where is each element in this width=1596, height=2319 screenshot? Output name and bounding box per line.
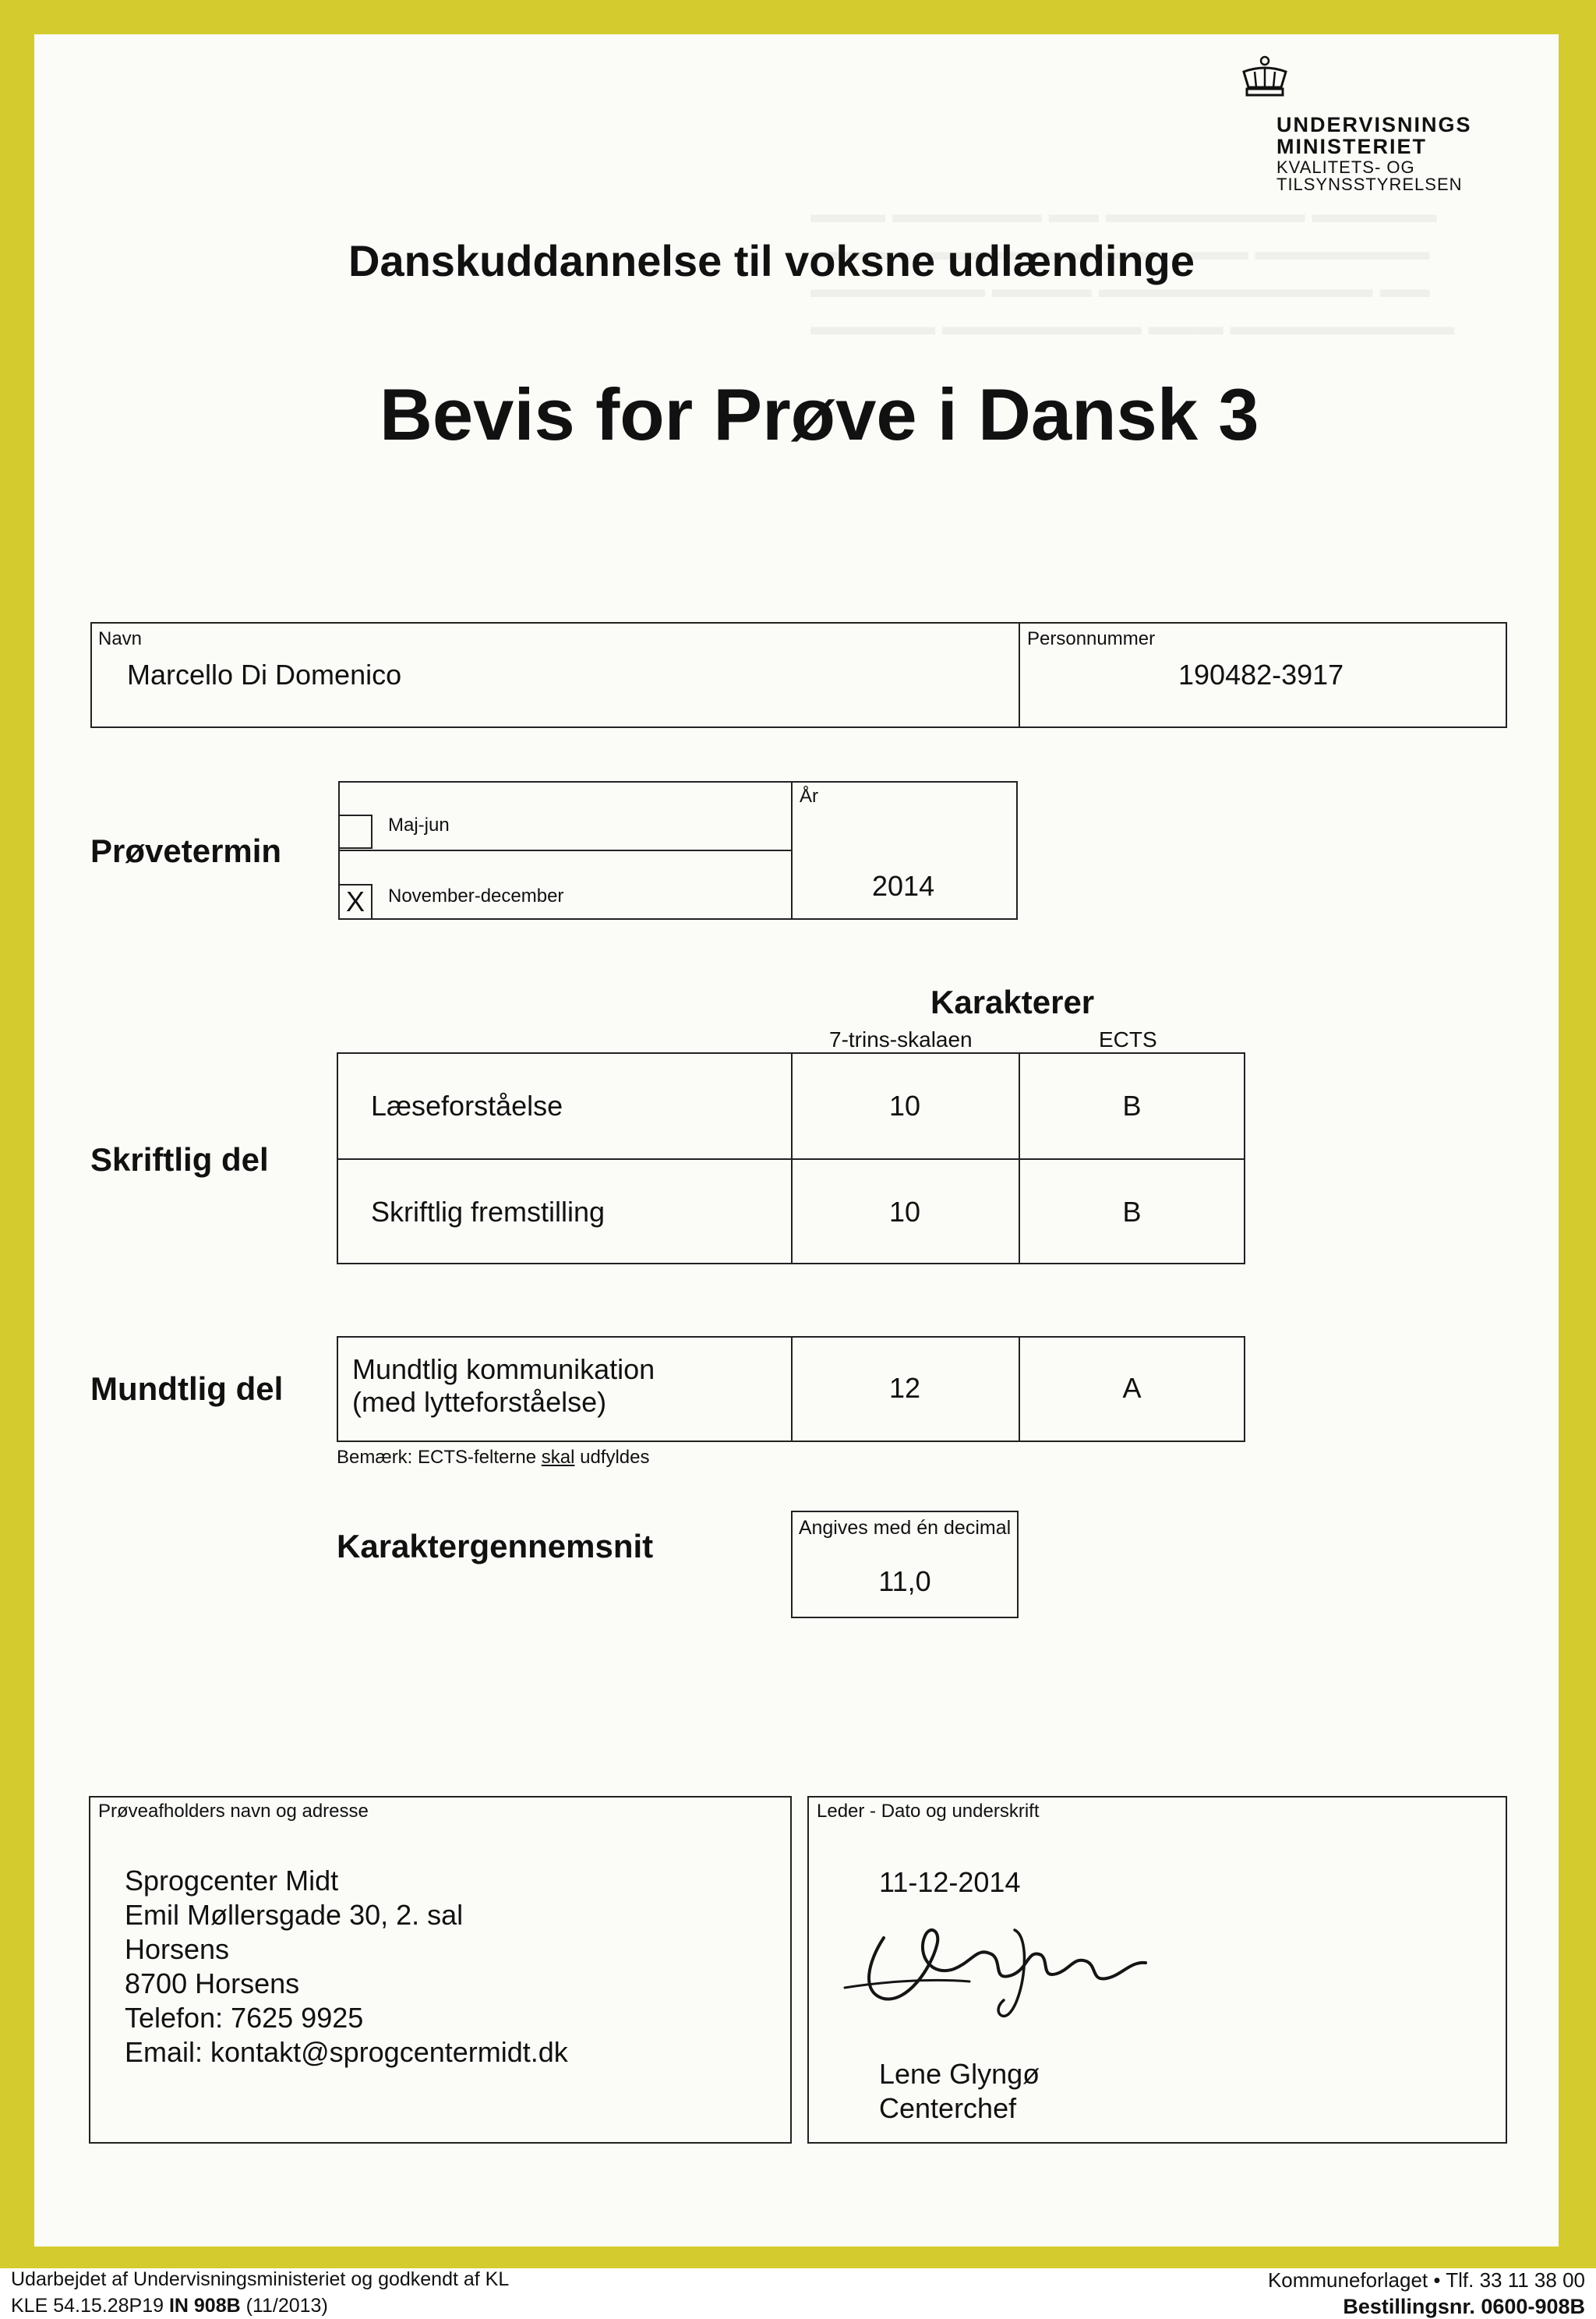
document-title: Bevis for Prøve i Dansk 3 [380, 373, 1259, 455]
writing-grade: 10 [888, 1196, 921, 1228]
checkbox-maj-jun [338, 815, 373, 849]
writing-label: Skriftlig fremstilling [371, 1196, 606, 1228]
name-label: Navn [98, 628, 143, 649]
leader-name: Lene Glyngø [879, 2058, 1040, 2090]
provider-email: Email: kontakt@sprogcentermidt.dk [125, 2036, 568, 2068]
signature-date: 11-12-2014 [879, 1866, 1021, 1898]
document-subtitle: Danskuddannelse til voksne udlændinge [348, 236, 1195, 285]
divider [338, 850, 792, 851]
provider-street: Emil Møllersgade 30, 2. sal [125, 1899, 464, 1931]
provider-label: Prøveafholders navn og adresse [98, 1801, 369, 1822]
leader-role: Centerchef [879, 2092, 1017, 2124]
divider [1019, 622, 1020, 728]
oral-part-label: Mundtlig del [90, 1370, 284, 1407]
year-label: År [800, 786, 818, 807]
oral-label-line1: Mundtlig kommunikation [352, 1353, 655, 1385]
reading-ects: B [1122, 1090, 1142, 1122]
handwritten-signature [837, 1907, 1164, 2024]
writing-ects: B [1122, 1196, 1142, 1228]
footer-left-2: KLE 54.15.28P19 IN 908B (11/2013) [11, 2295, 328, 2317]
cpr-label: Personnummer [1027, 628, 1156, 649]
exam-term-label: Prøvetermin [90, 833, 282, 869]
average-label: Karaktergennemsnit [337, 1528, 654, 1564]
oral-ects: A [1122, 1372, 1142, 1404]
provider-name: Sprogcenter Midt [125, 1865, 339, 1897]
provider-city: Horsens [125, 1933, 230, 1965]
option-november-december: November-december [388, 886, 564, 907]
leader-label: Leder - Dato og underskrift [817, 1801, 1040, 1822]
written-part-label: Skriftlig del [90, 1141, 269, 1178]
candidate-name: Marcello Di Domenico [127, 659, 402, 691]
agency-name-2: TILSYNSSTYRELSEN [1276, 175, 1463, 194]
divider [1019, 1052, 1020, 1264]
grades-heading: Karakterer [930, 984, 1095, 1020]
footer-right-2: Bestillingsnr. 0600-908B [1343, 2295, 1585, 2318]
average-value: 11,0 [878, 1565, 931, 1597]
cpr-number: 190482-3917 [1178, 659, 1344, 691]
provider-phone: Telefon: 7625 9925 [125, 2002, 364, 2034]
reading-label: Læseforståelse [371, 1090, 563, 1122]
ministry-name-2: MINISTERIET [1276, 135, 1428, 158]
footer-left-1: Udarbejdet af Undervisningsministeriet og godkendt af KL [11, 2268, 510, 2290]
option-maj-jun: Maj-jun [388, 815, 450, 836]
oral-grade: 12 [888, 1372, 921, 1404]
reading-grade: 10 [888, 1090, 921, 1122]
provider-postal: 8700 Horsens [125, 1967, 300, 1999]
exam-year: 2014 [872, 870, 935, 902]
column-ects: ECTS [1099, 1027, 1157, 1052]
ects-note: Bemærk: ECTS-felterne skal udfyldes [337, 1447, 650, 1468]
agency-name-1: KVALITETS- OG [1276, 157, 1415, 177]
crown-logo-icon [1238, 55, 1292, 101]
average-hint: Angives med én decimal [798, 1517, 1012, 1539]
oral-label-line2: (med lytteforståelse) [352, 1386, 607, 1418]
divider [791, 1052, 793, 1264]
footer-right-1: Kommuneforlaget • Tlf. 33 11 38 00 [1267, 2268, 1585, 2292]
column-7-trins: 7-trins-skalaen [829, 1027, 973, 1052]
checkbox-november-december-mark: X [345, 886, 365, 917]
divider [791, 781, 793, 920]
ministry-name-1: UNDERVISNINGS [1276, 113, 1472, 136]
